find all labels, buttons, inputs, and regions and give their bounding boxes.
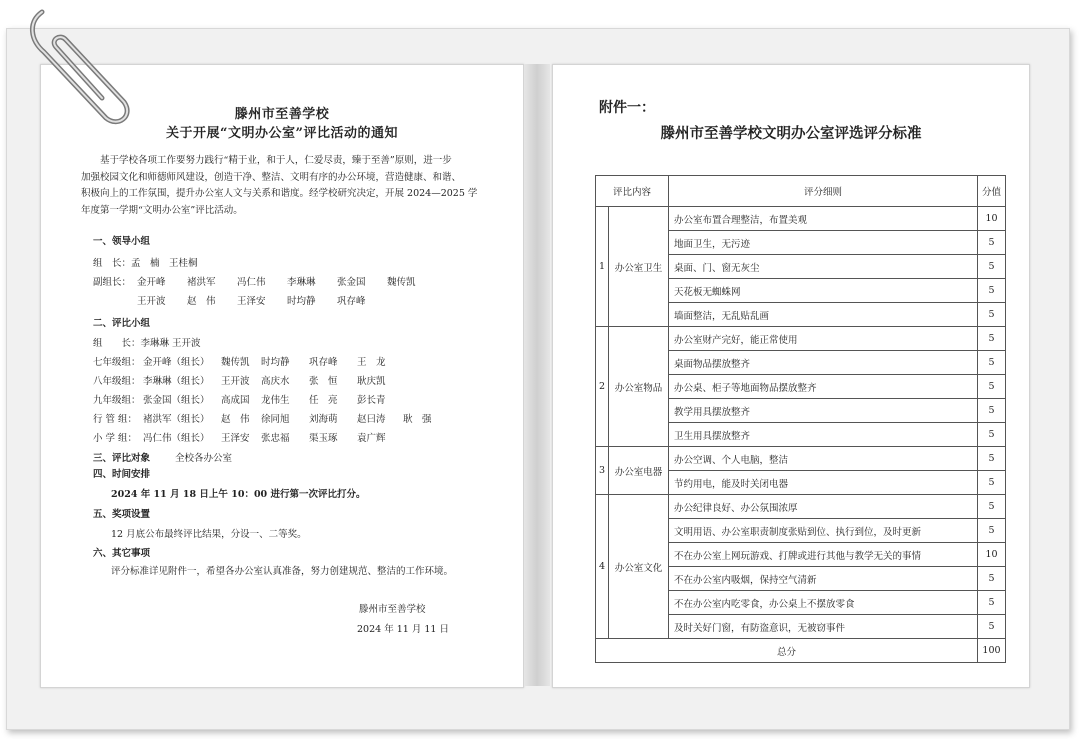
criterion-score: 5 (978, 615, 1006, 639)
person-name: 高成国 (221, 395, 250, 406)
criterion-score: 5 (978, 591, 1006, 615)
grade-label: 八年级组： (93, 376, 141, 387)
person-name: 袁广辉 (357, 433, 386, 444)
person-name: 龙伟生 (261, 395, 290, 406)
target-value: 全校各办公室 (175, 453, 233, 464)
grade-head: 金开峰（组长） (143, 357, 210, 368)
criterion: 墙面整洁，无乱贴乱画 (669, 303, 978, 327)
table-row (596, 207, 1006, 231)
criterion: 卫生用具摆放整齐 (669, 423, 978, 447)
grade-head: 冯仁伟（组长） (143, 433, 210, 444)
grade-head: 李琳琳（组长） (143, 376, 210, 387)
criterion: 不在办公室上网玩游戏、打牌或进行其他与教学无关的事情 (669, 543, 978, 567)
criterion-score: 5 (978, 279, 1006, 303)
criterion-score: 5 (978, 231, 1006, 255)
school-name: 滕州市至善学校 (234, 107, 330, 122)
criterion: 地面卫生，无污迹 (669, 231, 978, 255)
intro-line: 加强校园文化和师德师风建设，创造干净、整洁、文明有序的办公环境，营造健康、和谐、 (81, 171, 462, 183)
group-number: 2 (596, 327, 609, 447)
person-name: 张金国 (337, 277, 366, 288)
paperclip-icon (20, 0, 130, 130)
notice-title: 关于开展“文明办公室”评比活动的通知 (166, 126, 398, 141)
header-detail: 评分细则 (669, 176, 978, 207)
person-name: 褚洪军 (187, 277, 216, 288)
time-line: 2024 年 11 月 18 日上午 10：00 进行第一次评比打分。 (111, 489, 366, 500)
section-heading-3: 三、评比对象 (93, 453, 151, 464)
person-name: 巩存峰 (309, 357, 338, 368)
person-name: 任 亮 (309, 395, 338, 406)
grade-label: 小 学 组： (93, 433, 138, 444)
header-content: 评比内容 (596, 176, 669, 207)
person-name: 巩存峰 (337, 296, 366, 307)
binder-spine (524, 64, 550, 686)
criterion: 天花板无蜘蛛网 (669, 279, 978, 303)
criterion: 教学用具摆放整齐 (669, 399, 978, 423)
intro-line: 积极向上的工作氛围，提升办公室人文与关系和谐度。经学校研究决定，开展 2024—2025 学 (81, 188, 478, 199)
grade-head: 褚洪军（组长） (143, 414, 210, 425)
vice-label: 副组长： (93, 277, 132, 288)
person-name: 时均静 (287, 296, 316, 307)
scoring-table (595, 175, 1006, 663)
other-line: 评分标准详见附件一，希望各办公室认真准备，努力创建规范、整洁的工作环境。 (111, 566, 454, 577)
group-name: 办公室电器 (609, 447, 669, 495)
criterion-score: 10 (978, 543, 1006, 567)
signature-org: 滕州市至善学校 (359, 604, 426, 615)
criterion: 桌面、门、窗无灰尘 (669, 255, 978, 279)
signature-date: 2024 年 11 月 11 日 (357, 624, 449, 635)
header-score: 分值 (978, 176, 1006, 207)
criterion: 办公室布置合理整洁，布置美观 (669, 207, 978, 231)
criterion: 办公室财产完好，能正常使用 (669, 327, 978, 351)
table-header-row (596, 176, 1006, 207)
criterion: 办公纪律良好、办公氛围浓厚 (669, 495, 978, 519)
section-heading-4: 四、时间安排 (93, 469, 151, 480)
criterion-score: 5 (978, 303, 1006, 327)
section-heading-5: 五、奖项设置 (93, 509, 151, 520)
table-row (596, 447, 1006, 471)
group-number: 4 (596, 495, 609, 639)
person-name: 张 恒 (309, 376, 338, 387)
person-name: 张忠福 (261, 433, 290, 444)
criterion: 桌面物品摆放整齐 (669, 351, 978, 375)
criterion-score: 5 (978, 519, 1006, 543)
person-name: 冯仁伟 (237, 277, 266, 288)
total-value: 100 (978, 639, 1006, 663)
criterion: 文明用语、办公室职责制度张贴到位、执行到位，及时更新 (669, 519, 978, 543)
criterion: 节约用电，能及时关闭电器 (669, 471, 978, 495)
criterion-score: 5 (978, 399, 1006, 423)
person-name: 高庆水 (261, 376, 290, 387)
criterion-score: 5 (978, 423, 1006, 447)
group-name: 办公室物品 (609, 327, 669, 447)
grade-head: 张金国（组长） (143, 395, 210, 406)
person-name: 徐同旭 (261, 414, 290, 425)
person-name: 李琳琳 (287, 277, 316, 288)
grade-label: 九年级组： (93, 395, 141, 406)
group-number: 1 (596, 207, 609, 327)
scoring-page (552, 64, 1030, 688)
notice-page (40, 64, 524, 688)
person-name: 王 龙 (357, 357, 386, 368)
intro-line: 基于学校各项工作要努力践行“精于业，和于人，仁爱尽责，臻于至善”原则，进一步 (100, 155, 452, 166)
table-row (596, 327, 1006, 351)
person-name: 时均静 (261, 357, 290, 368)
person-name: 刘海萌 (309, 414, 338, 425)
criterion: 不在办公室内吸烟，保持空气清新 (669, 567, 978, 591)
grade-label: 七年级组： (93, 357, 141, 368)
person-name: 赵曰涛 (357, 414, 386, 425)
criterion-score: 5 (978, 471, 1006, 495)
criterion-score: 5 (978, 495, 1006, 519)
leader-line: 组 长：孟 楠 王桂桐 (93, 258, 198, 269)
criterion-score: 5 (978, 375, 1006, 399)
person-name: 赵 伟 (187, 296, 216, 307)
total-row (596, 639, 1006, 663)
person-name: 耿庆凯 (357, 376, 386, 387)
criterion-score: 5 (978, 327, 1006, 351)
person-name: 王开波 (221, 376, 250, 387)
person-name: 耿 强 (403, 414, 432, 425)
scoring-title: 滕州市至善学校文明办公室评选评分标准 (660, 125, 922, 142)
person-name: 王泽安 (237, 296, 266, 307)
criterion-score: 10 (978, 207, 1006, 231)
grade-label: 行 管 组： (93, 414, 138, 425)
person-name: 金开峰 (137, 277, 166, 288)
person-name: 渠玉琢 (309, 433, 338, 444)
total-label: 总分 (596, 639, 978, 663)
person-name: 王开波 (137, 296, 166, 307)
section-heading-6: 六、其它事项 (93, 548, 151, 559)
criterion: 及时关好门窗，有防盗意识，无被窃事件 (669, 615, 978, 639)
attachment-label: 附件一： (599, 100, 655, 116)
criterion-score: 5 (978, 567, 1006, 591)
award-line: 12 月底公布最终评比结果，分设一、二等奖。 (111, 529, 307, 540)
person-name: 彭长青 (357, 395, 386, 406)
criterion-score: 5 (978, 447, 1006, 471)
group-leader-line: 组 长：李琳琳 王开波 (93, 338, 201, 349)
intro-line: 年度第一学期“文明办公室”评比活动。 (81, 204, 243, 216)
group-number: 3 (596, 447, 609, 495)
section-heading-1: 一、领导小组 (93, 236, 151, 247)
criterion-score: 5 (978, 351, 1006, 375)
criterion: 办公空调、个人电脑，整洁 (669, 447, 978, 471)
person-name: 魏传凯 (221, 357, 250, 368)
criterion-score: 5 (978, 255, 1006, 279)
table-row (596, 495, 1006, 519)
section-heading-2: 二、评比小组 (93, 318, 151, 329)
person-name: 魏传凯 (387, 277, 416, 288)
group-name: 办公室文化 (609, 495, 669, 639)
criterion: 不在办公室内吃零食，办公桌上不摆放零食 (669, 591, 978, 615)
person-name: 赵 伟 (221, 414, 250, 425)
group-name: 办公室卫生 (609, 207, 669, 327)
criterion: 办公桌、柜子等地面物品摆放整齐 (669, 375, 978, 399)
person-name: 王泽安 (221, 433, 250, 444)
intro-paragraph (81, 153, 489, 219)
